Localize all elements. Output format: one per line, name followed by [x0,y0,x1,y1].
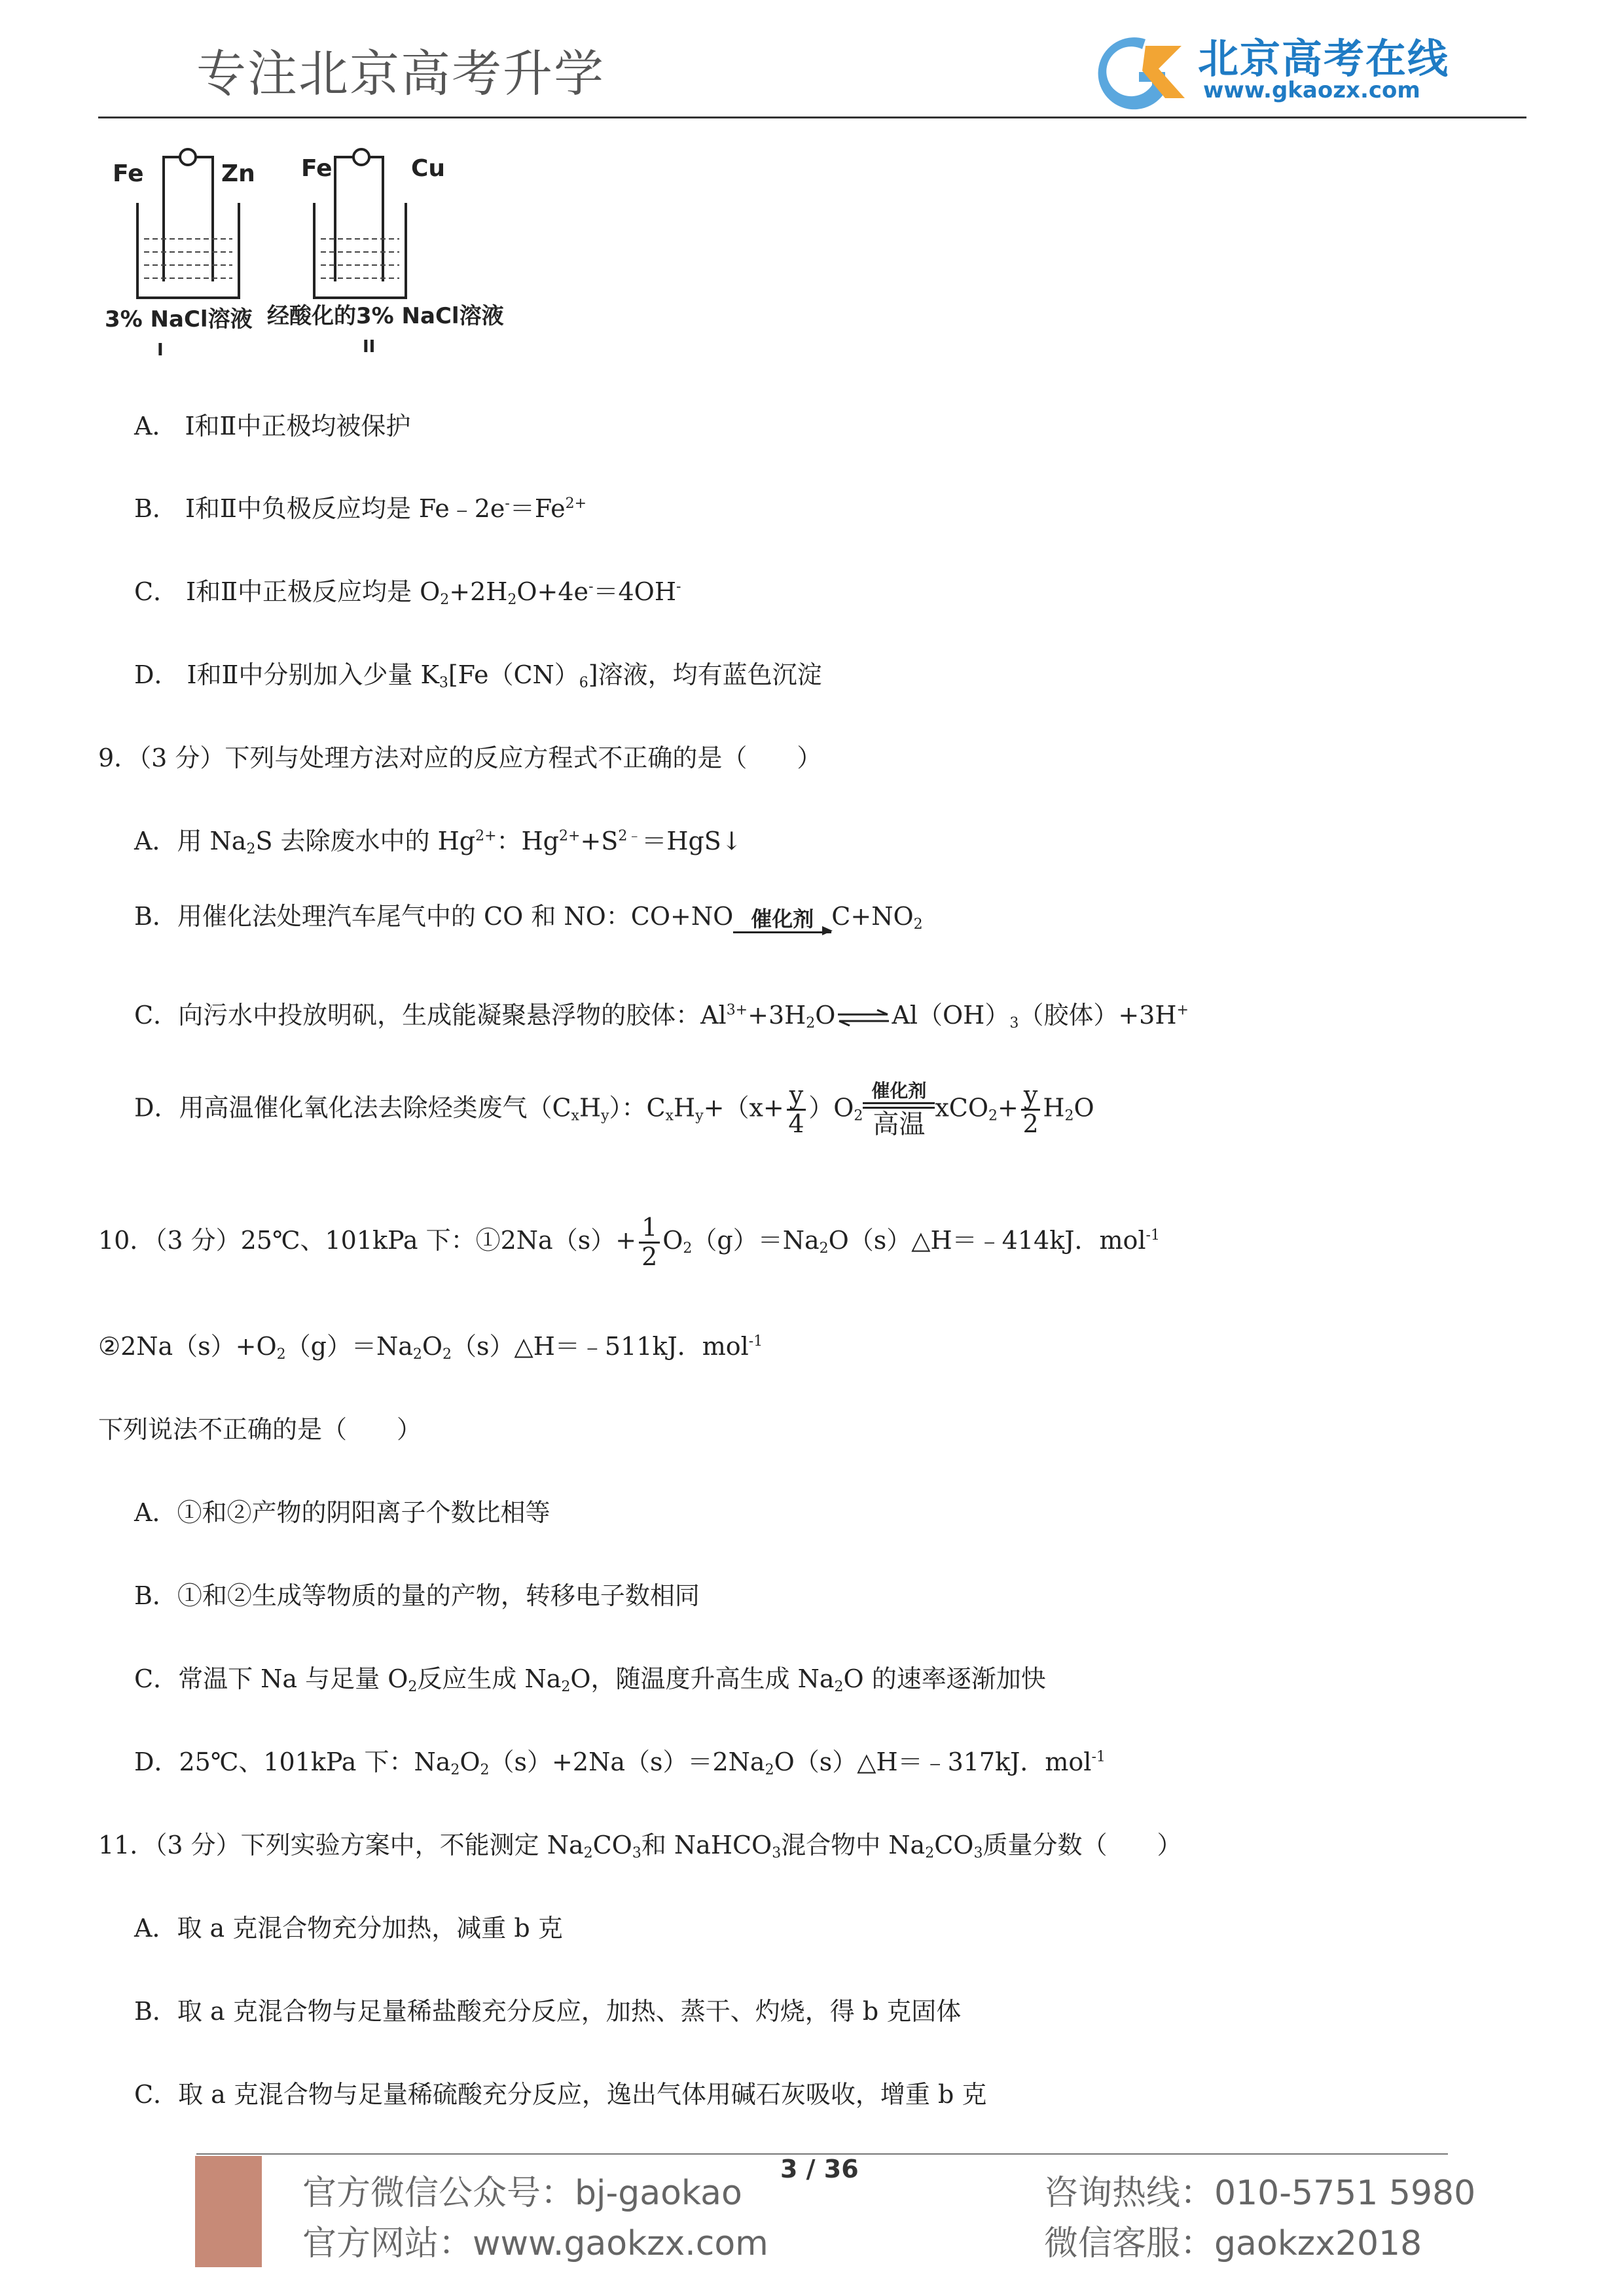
footer-accent-block [195,2156,262,2267]
cell1-right-electrode: Zn [221,160,255,187]
header-title: 专注北京高考升学 [196,45,605,103]
q8-option-b: B． Ⅰ和Ⅱ中负极反应均是 $Fe﹣2e^-=Fe^{2+}$ [134,494,587,523]
cell2-label: II [363,337,376,357]
q10-option-c: C．常温下 Na 与足量 $O_2$反应生成 $Na_2O$，随温度升高生成 $Na_2O$ 的速率逐渐加快 [134,1664,1046,1695]
footer-hotline: 咨询热线：010-5751 5980 [1044,2174,1476,2213]
footer-website: 官方网站：www.gaokzx.com [302,2224,768,2263]
q9-option-d: D．用高温催化氧化法去除烃类废气$(C_xH_y)$：$C_xH_y+(x+$ $\frac{y}{4}$ ）$O_2$ 催化剂 高温 xCO$_2$+ $\frac{y}{2}$ $H_2O$ [134,1080,1094,1139]
cell2-left-electrode: Fe [301,155,333,182]
equilibrium-arrow-icon [835,1009,892,1026]
q9-option-a: A．用 $Na_2S$ 去除废水中的 $Hg^{2+}$：$Hg^{2+}+S^{2﹣}=HgS↓$ [134,827,742,857]
cell2-caption: 经酸化的3% NaCl溶液 [267,303,504,329]
q10-equation-2: $②2Na(s)+O_2(g)=Na_2O_2(s)\triangle H=﹣511kJ$．mol$^{-1}$ [98,1332,763,1363]
q11-stem: 11．（3 分）下列实验方案中，不能测定 $Na_2CO_3$和 NaHCO$_3$混合物中 $Na_2CO_3$质量分数（ ） [98,1831,1182,1861]
q9-stem: 9．（3 分）下列与处理方法对应的反应方程式不正确的是（ ） [98,744,822,772]
logo-url: www.gkaozx.com [1203,77,1420,103]
cell2-right-electrode: Cu [411,155,446,182]
logo-mark-icon [1067,20,1191,111]
q10-option-a: A．①和②产物的阴阳离子个数比相等 [134,1498,550,1527]
q11-option-a: A．取 a 克混合物充分加热，减重 b 克 [134,1914,563,1943]
q10-option-d: D．25℃、101kPa 下：$Na_2O_2(s)+2Na(s)=2Na_2O(s)\triangle H=﹣317kJ$．mol$^{-1}$ [134,1748,1106,1778]
q10-question: 下列说法不正确的是（ ） [98,1415,422,1444]
q11-option-c: C．取 a 克混合物与足量稀硫酸充分反应，逸出气体用碱石灰吸收，增重 b 克 [134,2080,987,2109]
header-divider [98,117,1526,118]
q10-stem: 10．（3 分）25℃、101kPa 下：①2Na（s）+ $\frac{1}{2}$ $O_2(g)=Na_2O(s)\triangle H=﹣414kJ$．mol$^{-1}$ [98,1213,1160,1271]
cell1-caption: 3% NaCl溶液 [105,306,253,332]
electrochem-figure [98,141,543,370]
q9-option-c: C．向污水中投放明矾，生成能凝聚悬浮物的胶体：$Al^{3+}+3H_2O$ $Al(OH)_3$（胶体）+3H+ [134,1001,1189,1031]
page-number: 3 / 36 [780,2155,859,2183]
q9-option-b: B．用催化法处理汽车尾气中的 CO 和 NO：CO+NO 催化剂 $C+NO_2$ [134,902,923,933]
q8-option-d: D． Ⅰ和Ⅱ中分别加入少量 $K_3[Fe(CN)_6]$溶液，均有蓝色沉淀 [134,660,822,691]
footer-wechat: 官方微信公众号：bj-gaokao [302,2174,742,2213]
q10-option-b: B．①和②生成等物质的量的产物，转移电子数相同 [134,1581,700,1610]
logo-name: 北京高考在线 [1198,35,1450,82]
q8-option-c: C． Ⅰ和Ⅱ中正极反应均是 $O_2+2H_2O+4e^-=4OH^-$ [134,577,681,608]
cell1-left-electrode: Fe [113,160,144,187]
q8-option-a: A． Ⅰ和Ⅱ中正极均被保护 [134,412,411,440]
site-logo [1067,20,1525,111]
cell1-label: I [157,340,164,360]
q11-option-b: B．取 a 克混合物与足量稀盐酸充分反应，加热、蒸干、灼烧，得 b 克固体 [134,1997,962,2026]
footer-service: 微信客服：gaokzx2018 [1044,2224,1422,2263]
